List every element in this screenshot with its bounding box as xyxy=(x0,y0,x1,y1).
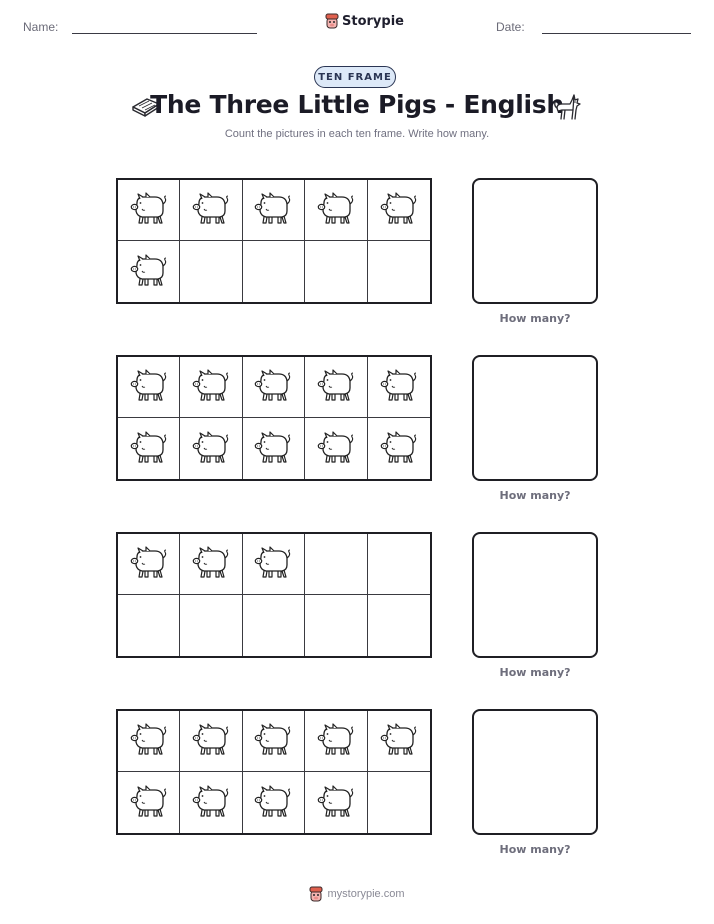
how-many-label: How many? xyxy=(499,666,571,679)
pig-icon xyxy=(128,720,170,762)
ten-frame-cell xyxy=(180,418,242,479)
ten-frame-cell xyxy=(305,418,367,479)
ten-frame xyxy=(116,178,432,304)
footer xyxy=(0,886,714,902)
pig-icon xyxy=(315,720,357,762)
ten-frame-cell xyxy=(243,595,305,656)
ten-frame-cell xyxy=(118,241,180,302)
ten-frame-cell xyxy=(368,772,430,833)
ten-frame-cell xyxy=(180,534,242,595)
storypie-logo-icon xyxy=(325,13,339,29)
ten-frame-cell xyxy=(305,595,367,656)
ten-frame-cell xyxy=(243,418,305,479)
ten-frame-cell xyxy=(180,241,242,302)
answer-box[interactable] xyxy=(472,178,598,304)
date-label: Date: xyxy=(496,20,525,34)
pig-icon xyxy=(378,189,420,231)
pig-icon xyxy=(128,782,170,824)
pig-icon xyxy=(190,720,232,762)
pig-icon xyxy=(252,428,294,470)
pig-icon xyxy=(315,366,357,408)
ten-frame-cell xyxy=(368,357,430,418)
footer-url[interactable]: mystorypie.com xyxy=(327,888,405,900)
how-many-label: How many? xyxy=(499,843,571,856)
answer-box[interactable] xyxy=(472,532,598,658)
ten-frame-cell xyxy=(180,772,242,833)
pig-icon xyxy=(252,366,294,408)
ten-frame-cell xyxy=(305,241,367,302)
how-many-label: How many? xyxy=(499,489,571,502)
ten-frame-cell xyxy=(305,357,367,418)
ten-frame-cell xyxy=(180,357,242,418)
ten-frame-cell xyxy=(368,711,430,772)
pig-icon xyxy=(128,543,170,585)
pig-icon xyxy=(315,428,357,470)
pig-icon xyxy=(252,720,294,762)
ten-frame-cell xyxy=(368,418,430,479)
pig-icon xyxy=(128,366,170,408)
pig-icon xyxy=(190,189,232,231)
ten-frame-cell xyxy=(118,595,180,656)
answer-box[interactable] xyxy=(472,355,598,481)
ten-frame-badge: TEN FRAME xyxy=(314,66,396,88)
pig-icon xyxy=(252,189,294,231)
pig-icon xyxy=(128,189,170,231)
ten-frame-cell xyxy=(118,418,180,479)
ten-frame-cell xyxy=(180,595,242,656)
ten-frame-cell xyxy=(243,772,305,833)
ten-frame-cell xyxy=(368,180,430,241)
ten-frame xyxy=(116,355,432,481)
ten-frame-cell xyxy=(305,534,367,595)
pig-icon xyxy=(315,782,357,824)
pig-icon xyxy=(378,428,420,470)
pig-icon xyxy=(128,251,170,293)
ten-frame-cell xyxy=(368,534,430,595)
pig-icon xyxy=(190,782,232,824)
pig-icon xyxy=(252,782,294,824)
pig-icon xyxy=(252,543,294,585)
ten-frame-cell xyxy=(305,711,367,772)
pig-icon xyxy=(190,428,232,470)
answer-box[interactable] xyxy=(472,709,598,835)
pig-icon xyxy=(315,189,357,231)
pig-icon xyxy=(378,720,420,762)
wolf-icon xyxy=(552,91,584,123)
ten-frame-cell xyxy=(118,534,180,595)
name-line[interactable] xyxy=(72,33,257,34)
ten-frame-cell xyxy=(180,180,242,241)
ten-frame-cell xyxy=(243,357,305,418)
brand-name: Storypie xyxy=(342,13,404,29)
ten-frame xyxy=(116,532,432,658)
pig-icon xyxy=(128,428,170,470)
brand xyxy=(325,13,404,29)
ten-frame-cell xyxy=(118,180,180,241)
ten-frame-cell xyxy=(305,180,367,241)
ten-frame-cell xyxy=(368,241,430,302)
ten-frame-cell xyxy=(243,180,305,241)
ten-frame-cell xyxy=(180,711,242,772)
ten-frame-cell xyxy=(118,772,180,833)
pig-icon xyxy=(378,366,420,408)
pig-icon xyxy=(190,543,232,585)
ten-frame-cell xyxy=(243,711,305,772)
instructions: Count the pictures in each ten frame. Write how many. xyxy=(224,128,490,140)
ten-frame-cell xyxy=(118,357,180,418)
ten-frame-cell xyxy=(243,534,305,595)
page-title: The Three Little Pigs - English xyxy=(150,90,564,119)
ten-frame-cell xyxy=(243,241,305,302)
how-many-label: How many? xyxy=(499,312,571,325)
ten-frame xyxy=(116,709,432,835)
ten-frame-cell xyxy=(118,711,180,772)
pig-icon xyxy=(190,366,232,408)
date-line[interactable] xyxy=(542,33,691,34)
name-label: Name: xyxy=(23,20,59,34)
storypie-logo-icon xyxy=(309,886,323,902)
ten-frame-cell xyxy=(368,595,430,656)
ten-frame-cell xyxy=(305,772,367,833)
